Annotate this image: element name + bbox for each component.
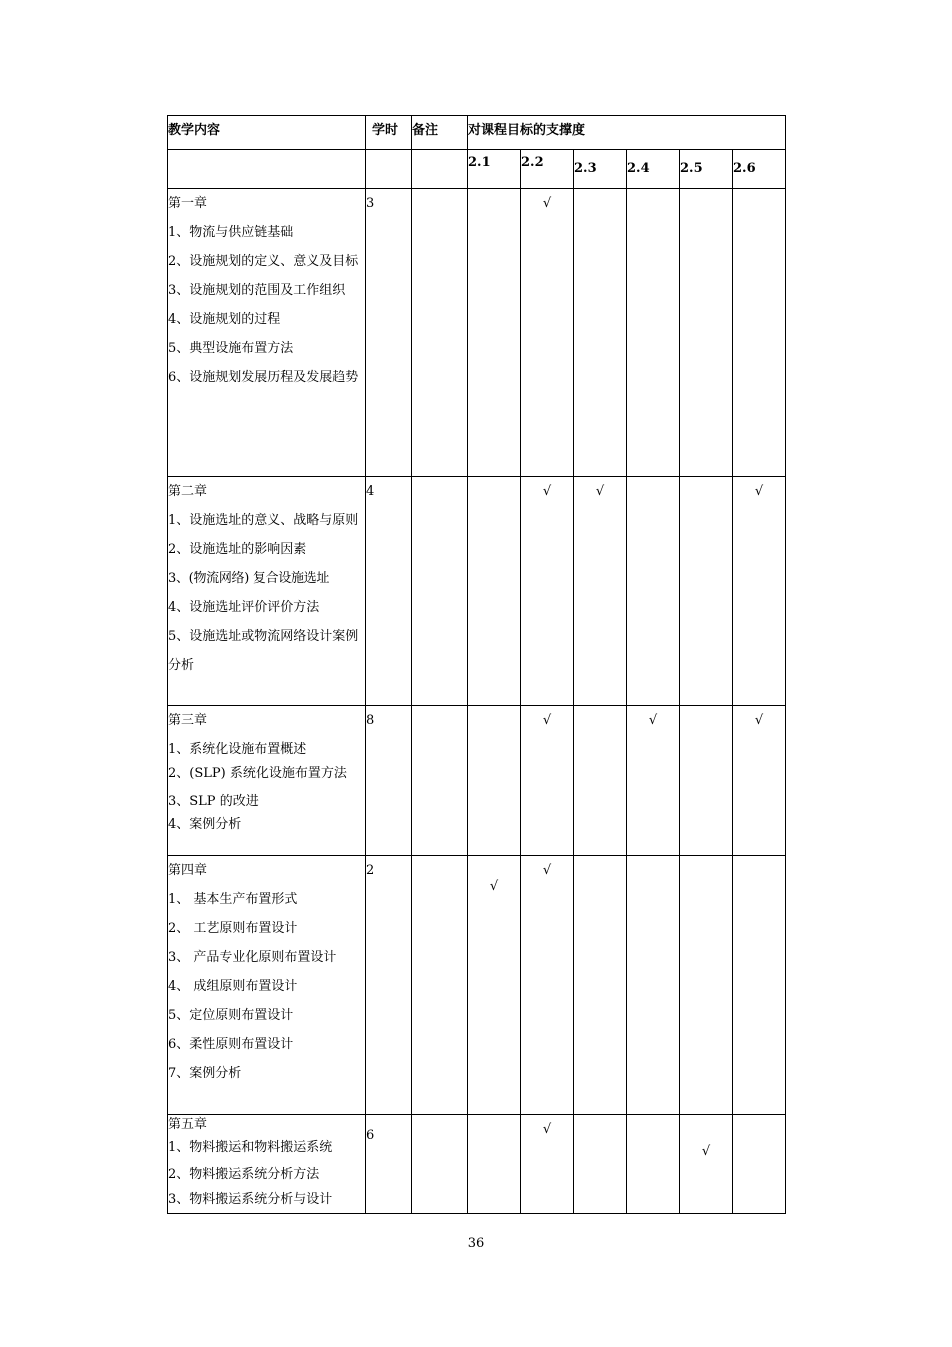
page-number: 36	[467, 1236, 485, 1251]
chapter-remarks	[412, 706, 468, 856]
chapter-row	[168, 1115, 786, 1214]
support-check: √	[574, 477, 627, 706]
course-objective-support-table	[167, 115, 786, 1214]
support-check: √	[521, 189, 574, 477]
chapter-item: 1、物料搬运和物料搬运系统	[168, 1140, 333, 1155]
support-cell	[574, 1115, 627, 1214]
chapter-item: 3、SLP 的改进	[168, 794, 259, 809]
chapter-hours: 8	[366, 706, 412, 856]
chapter-hours: 4	[366, 477, 412, 706]
chapter-item: 6、设施规划发展历程及发展趋势	[168, 370, 359, 385]
chapter-item: 2、(SLP) 系统化设施布置方法	[168, 766, 347, 781]
support-cell	[574, 189, 627, 477]
chapter-item: 3、(物流网络) 复合设施选址	[168, 571, 330, 586]
objective-2-5: 2.5	[680, 150, 733, 189]
chapter-content	[168, 477, 366, 706]
support-cell	[680, 856, 733, 1115]
support-cell	[680, 477, 733, 706]
chapter-item: 2、物料搬运系统分析方法	[168, 1167, 320, 1182]
objective-2-4: 2.4	[627, 150, 680, 189]
chapter-remarks	[412, 1115, 468, 1214]
chapter-hours: 2	[366, 856, 412, 1115]
objective-2-3: 2.3	[574, 150, 627, 189]
chapter-content	[168, 706, 366, 856]
chapter-row	[168, 706, 786, 856]
support-cell	[627, 856, 680, 1115]
support-check: √	[521, 856, 574, 1115]
chapter-title: 第三章	[168, 713, 208, 728]
support-check: √	[468, 856, 521, 1115]
support-check: √	[627, 706, 680, 856]
chapter-row	[168, 856, 786, 1115]
chapter-row	[168, 189, 786, 477]
chapter-item: 1、 基本生产布置形式	[168, 892, 298, 907]
chapter-hours: 3	[366, 189, 412, 477]
chapter-remarks	[412, 477, 468, 706]
chapter-item: 3、设施规划的范围及工作组织	[168, 283, 346, 298]
support-cell	[574, 706, 627, 856]
objective-header-row	[168, 150, 786, 189]
chapter-title: 第二章	[168, 484, 208, 499]
header-row	[168, 116, 786, 150]
header-content: 教学内容	[168, 116, 366, 150]
chapter-item: 5、典型设施布置方法	[168, 341, 294, 356]
support-cell	[468, 189, 521, 477]
chapter-remarks	[412, 856, 468, 1115]
chapter-item: 1、物流与供应链基础	[168, 225, 294, 240]
objective-2-6: 2.6	[733, 150, 786, 189]
support-cell	[733, 189, 786, 477]
support-cell	[733, 856, 786, 1115]
chapter-item: 5、设施选址或物流网络设计案例分析	[168, 629, 359, 673]
support-cell	[468, 1115, 521, 1214]
objective-2-2: 2.2	[521, 150, 574, 189]
support-check: √	[733, 706, 786, 856]
support-cell	[627, 189, 680, 477]
chapter-item: 2、设施规划的定义、意义及目标	[168, 254, 359, 269]
chapter-item: 4、设施选址评价评价方法	[168, 600, 320, 615]
support-check: √	[521, 477, 574, 706]
support-cell	[733, 1115, 786, 1214]
objective-2-1: 2.1	[468, 150, 521, 189]
chapter-content	[168, 1115, 366, 1214]
chapter-item: 4、案例分析	[168, 817, 242, 832]
support-cell	[627, 1115, 680, 1214]
chapter-item: 4、 成组原则布置设计	[168, 979, 298, 994]
chapter-content	[168, 856, 366, 1115]
support-cell	[468, 477, 521, 706]
header-support: 对课程目标的支撑度	[468, 116, 786, 150]
chapter-item: 6、柔性原则布置设计	[168, 1037, 294, 1052]
chapter-item: 4、设施规划的过程	[168, 312, 281, 327]
chapter-item: 3、物料搬运系统分析与设计	[168, 1192, 333, 1207]
chapter-title: 第一章	[168, 196, 208, 211]
support-cell	[680, 706, 733, 856]
support-check: √	[521, 1115, 574, 1214]
support-cell	[680, 189, 733, 477]
support-cell	[468, 706, 521, 856]
chapter-remarks	[412, 189, 468, 477]
chapter-item: 3、 产品专业化原则布置设计	[168, 950, 337, 965]
support-check: √	[733, 477, 786, 706]
header-hours: 学时	[366, 116, 412, 150]
support-check: √	[680, 1115, 733, 1214]
chapter-row	[168, 477, 786, 706]
support-check: √	[521, 706, 574, 856]
chapter-item: 2、设施选址的影响因素	[168, 542, 307, 557]
header-remarks: 备注	[412, 116, 468, 150]
chapter-item: 1、设施选址的意义、战略与原则	[168, 513, 359, 528]
chapter-hours: 6	[366, 1115, 412, 1214]
chapter-title: 第五章	[168, 1117, 208, 1132]
chapter-item: 7、案例分析	[168, 1066, 242, 1081]
chapter-content	[168, 189, 366, 477]
support-cell	[627, 477, 680, 706]
chapter-item: 1、系统化设施布置概述	[168, 742, 307, 757]
chapter-title: 第四章	[168, 863, 208, 878]
chapter-item: 5、定位原则布置设计	[168, 1008, 294, 1023]
support-cell	[574, 856, 627, 1115]
chapter-item: 2、 工艺原则布置设计	[168, 921, 298, 936]
